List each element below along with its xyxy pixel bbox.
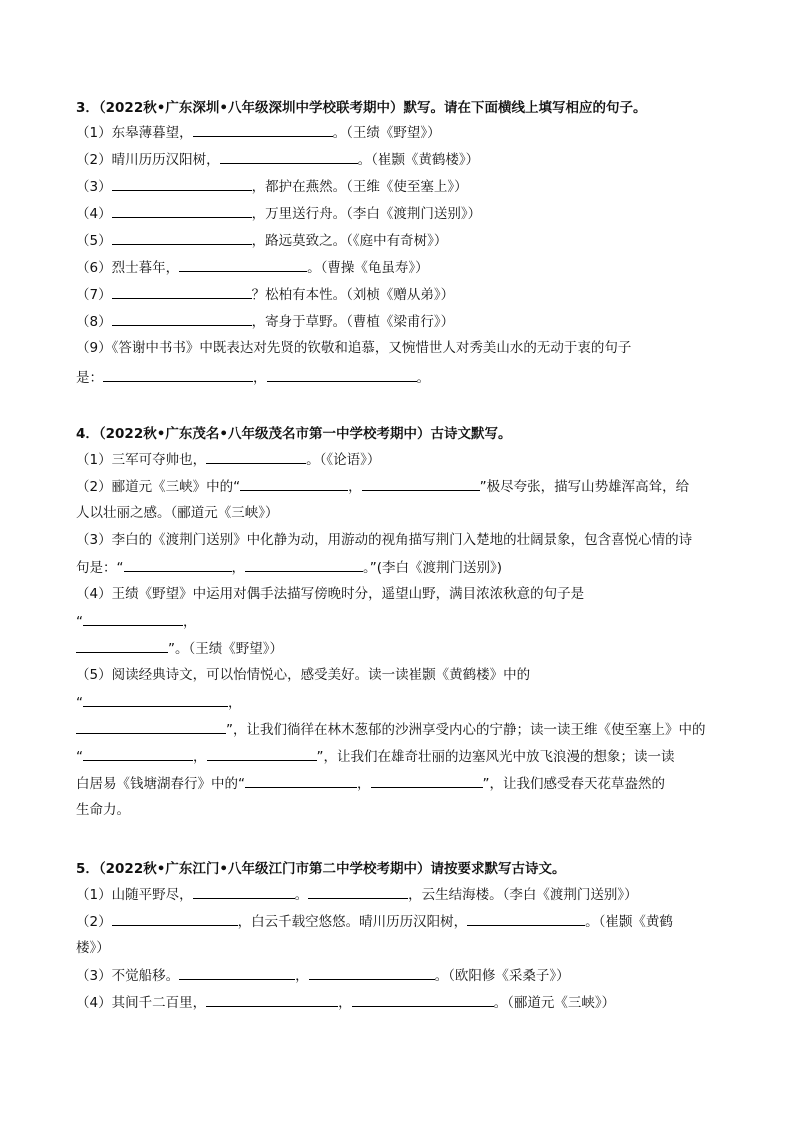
answer-blank[interactable] (267, 367, 417, 382)
item-text: ， (228, 695, 242, 711)
item-text: 。（崔颢《黄鹤楼》） (357, 152, 480, 168)
item-text: ， (231, 560, 245, 576)
q3-item-6 (76, 257, 429, 278)
item-text: （1）东皋薄暮望， (76, 125, 193, 141)
question-4-title: 4．（2022秋•广东茂名•八年级茂名市第一中学校考期中）古诗文默写。 (76, 426, 512, 442)
answer-blank[interactable] (371, 773, 483, 788)
answer-blank[interactable] (112, 176, 252, 191)
item-text: 白居易《钱塘湖春行》中的“ (76, 776, 245, 792)
q4-item-3-line-1: （3）李白的《渡荆门送别》中化静为动，用游动的视角描写荆门入楚地的壮阔景象，包含喜悦心情的诗 (76, 532, 693, 548)
q4-item-3-line-2 (76, 557, 502, 578)
item-text: （6）烈士暮年， (76, 260, 180, 276)
answer-blank[interactable] (206, 449, 306, 464)
item-text: 。（欧阳修《采桑子》） (434, 968, 570, 984)
item-text: 。”(李白《渡荆门送别》) (363, 560, 503, 576)
item-text: “ (76, 695, 83, 711)
item-text: ，万里送行舟。（李白《渡荆门送别》） (251, 206, 482, 222)
item-text: ， (253, 370, 267, 386)
q5-item-1 (76, 884, 638, 905)
q4-item-2 (76, 476, 689, 497)
q5-item-2 (76, 911, 673, 932)
item-text: （7） (76, 287, 112, 303)
q3-item-9-line-2 (76, 367, 430, 388)
q4-item-2-line-2: 人以壮丽之感。（郦道元《三峡》） (76, 505, 279, 521)
item-text: （3） (76, 179, 112, 195)
q4-item-5-line-4 (76, 746, 675, 767)
answer-blank[interactable] (352, 992, 494, 1007)
q4-item-5-line-6: 生命力。 (76, 802, 130, 818)
item-text: （4） (76, 206, 112, 222)
answer-blank[interactable] (193, 122, 333, 137)
answer-blank[interactable] (240, 476, 348, 491)
item-text: “ (76, 614, 83, 630)
item-text: ”极尽夸张，描写山势雄浑高耸，给 (479, 479, 690, 495)
item-text: （5） (76, 233, 112, 249)
item-text: （8） (76, 314, 112, 330)
item-text: 。（《论语》） (306, 452, 381, 468)
answer-blank[interactable] (112, 311, 252, 326)
item-text: ”。（王绩《野望》） (168, 641, 283, 657)
item-text: ？松柏有本性。（刘桢《赠从弟》） (251, 287, 455, 303)
answer-blank[interactable] (179, 257, 307, 272)
answer-blank[interactable] (83, 692, 228, 707)
answer-blank[interactable] (362, 476, 480, 491)
item-text: （2） (76, 914, 112, 930)
item-text: ， (295, 968, 309, 984)
item-text: ”，让我们感受春天花草盎然的 (482, 776, 665, 792)
item-text: （4）其间千二百里， (76, 995, 207, 1011)
q3-item-4 (76, 203, 481, 224)
q4-item-1 (76, 449, 380, 470)
item-text: 。（郦道元《三峡》） (493, 995, 616, 1011)
item-text: ，路远莫致之。（《庭中有奇树》） (251, 233, 448, 249)
q3-item-5 (76, 230, 447, 251)
answer-blank[interactable] (112, 911, 238, 926)
question-5-title: 5．（2022秋•广东江门•八年级江门市第二中学校考期中）请按要求默写古诗文。 (76, 861, 566, 877)
answer-blank[interactable] (112, 284, 252, 299)
item-text: 。 (416, 370, 430, 386)
item-text: ，都护在燕然。（王维《使至塞上》） (251, 179, 468, 195)
question-3-title: 3．（2022秋•广东深圳•八年级深圳中学校联考期中）默写。请在下面横线上填写相应的句子。 (76, 100, 647, 116)
answer-blank[interactable] (76, 638, 168, 653)
item-text: ， (183, 614, 197, 630)
item-text: “ (76, 749, 83, 765)
item-text: ， (348, 479, 362, 495)
answer-blank[interactable] (112, 230, 252, 245)
q3-item-2 (76, 149, 479, 170)
answer-blank[interactable] (124, 557, 232, 572)
q3-item-7 (76, 284, 454, 305)
q4-item-5-line-3 (76, 719, 706, 740)
item-text: 。 (294, 887, 309, 903)
item-text: （2）郦道元《三峡》中的“ (76, 479, 241, 495)
item-text: ， (193, 749, 207, 765)
answer-blank[interactable] (83, 611, 183, 626)
item-text: ，云生结海楼。（李白《渡荆门送别》） (408, 887, 638, 903)
q4-item-5-line-2 (76, 692, 242, 713)
item-text: （1）山随平野尽， (76, 887, 193, 903)
answer-blank[interactable] (220, 149, 358, 164)
q3-item-8 (76, 311, 454, 332)
q5-item-2-line-2: 楼》） (76, 940, 110, 956)
answer-blank[interactable] (245, 773, 357, 788)
q4-item-5-line-1: （5）阅读经典诗文，可以怡情悦心，感受美好。读一读崔颢《黄鹤楼》中的 (76, 667, 531, 683)
answer-blank[interactable] (245, 557, 363, 572)
answer-blank[interactable] (467, 911, 585, 926)
answer-blank[interactable] (112, 203, 252, 218)
item-text: 是： (76, 370, 103, 386)
answer-blank[interactable] (308, 884, 408, 899)
q3-item-9-line-1: （9）《答谢中书书》中既表达对先贤的钦敬和追慕，又惋惜世人对秀美山水的无动于衷的句子 (76, 340, 632, 356)
item-text: 。（崔颢《黄鹤 (585, 914, 673, 930)
item-text: （2）晴川历历汉阳树， (76, 152, 220, 168)
q5-item-3 (76, 965, 570, 986)
q3-item-3 (76, 176, 468, 197)
answer-blank[interactable] (206, 992, 338, 1007)
answer-blank[interactable] (179, 965, 295, 980)
q5-item-4 (76, 992, 615, 1013)
item-text: 。（曹操《龟虽寿》） (307, 260, 429, 276)
item-text: ，寄身于草野。（曹植《梁甫行》） (251, 314, 455, 330)
item-text: （1）三军可夺帅也， (76, 452, 207, 468)
item-text: ， (357, 776, 371, 792)
item-text: ，白云千载空悠悠。晴川历历汉阳树， (237, 914, 468, 930)
answer-blank[interactable] (83, 746, 193, 761)
q4-item-4-line-3 (76, 638, 283, 659)
item-text: ”，让我们在雄奇壮丽的边塞风光中放飞浪漫的想象；读一读 (316, 749, 675, 765)
item-text: （3）不觉船移。 (76, 968, 180, 984)
item-text: 句是：“ (76, 560, 124, 576)
q4-item-4-line-2 (76, 611, 197, 632)
answer-blank[interactable] (309, 965, 435, 980)
answer-blank[interactable] (103, 367, 253, 382)
answer-blank[interactable] (207, 746, 317, 761)
item-text: ， (338, 995, 352, 1011)
answer-blank[interactable] (193, 884, 295, 899)
item-text: ”，让我们徜徉在林木葱郁的沙洲享受内心的宁静；读一读王维《使至塞上》中的 (226, 722, 706, 738)
q4-item-4-line-1: （4）王绩《野望》中运用对偶手法描写傍晚时分，遥望山野，满目浓浓秋意的句子是 (76, 586, 585, 602)
q3-item-1 (76, 122, 441, 143)
item-text: 。（王绩《野望》） (332, 125, 441, 141)
answer-blank[interactable] (76, 719, 226, 734)
q4-item-5-line-5 (76, 773, 665, 794)
